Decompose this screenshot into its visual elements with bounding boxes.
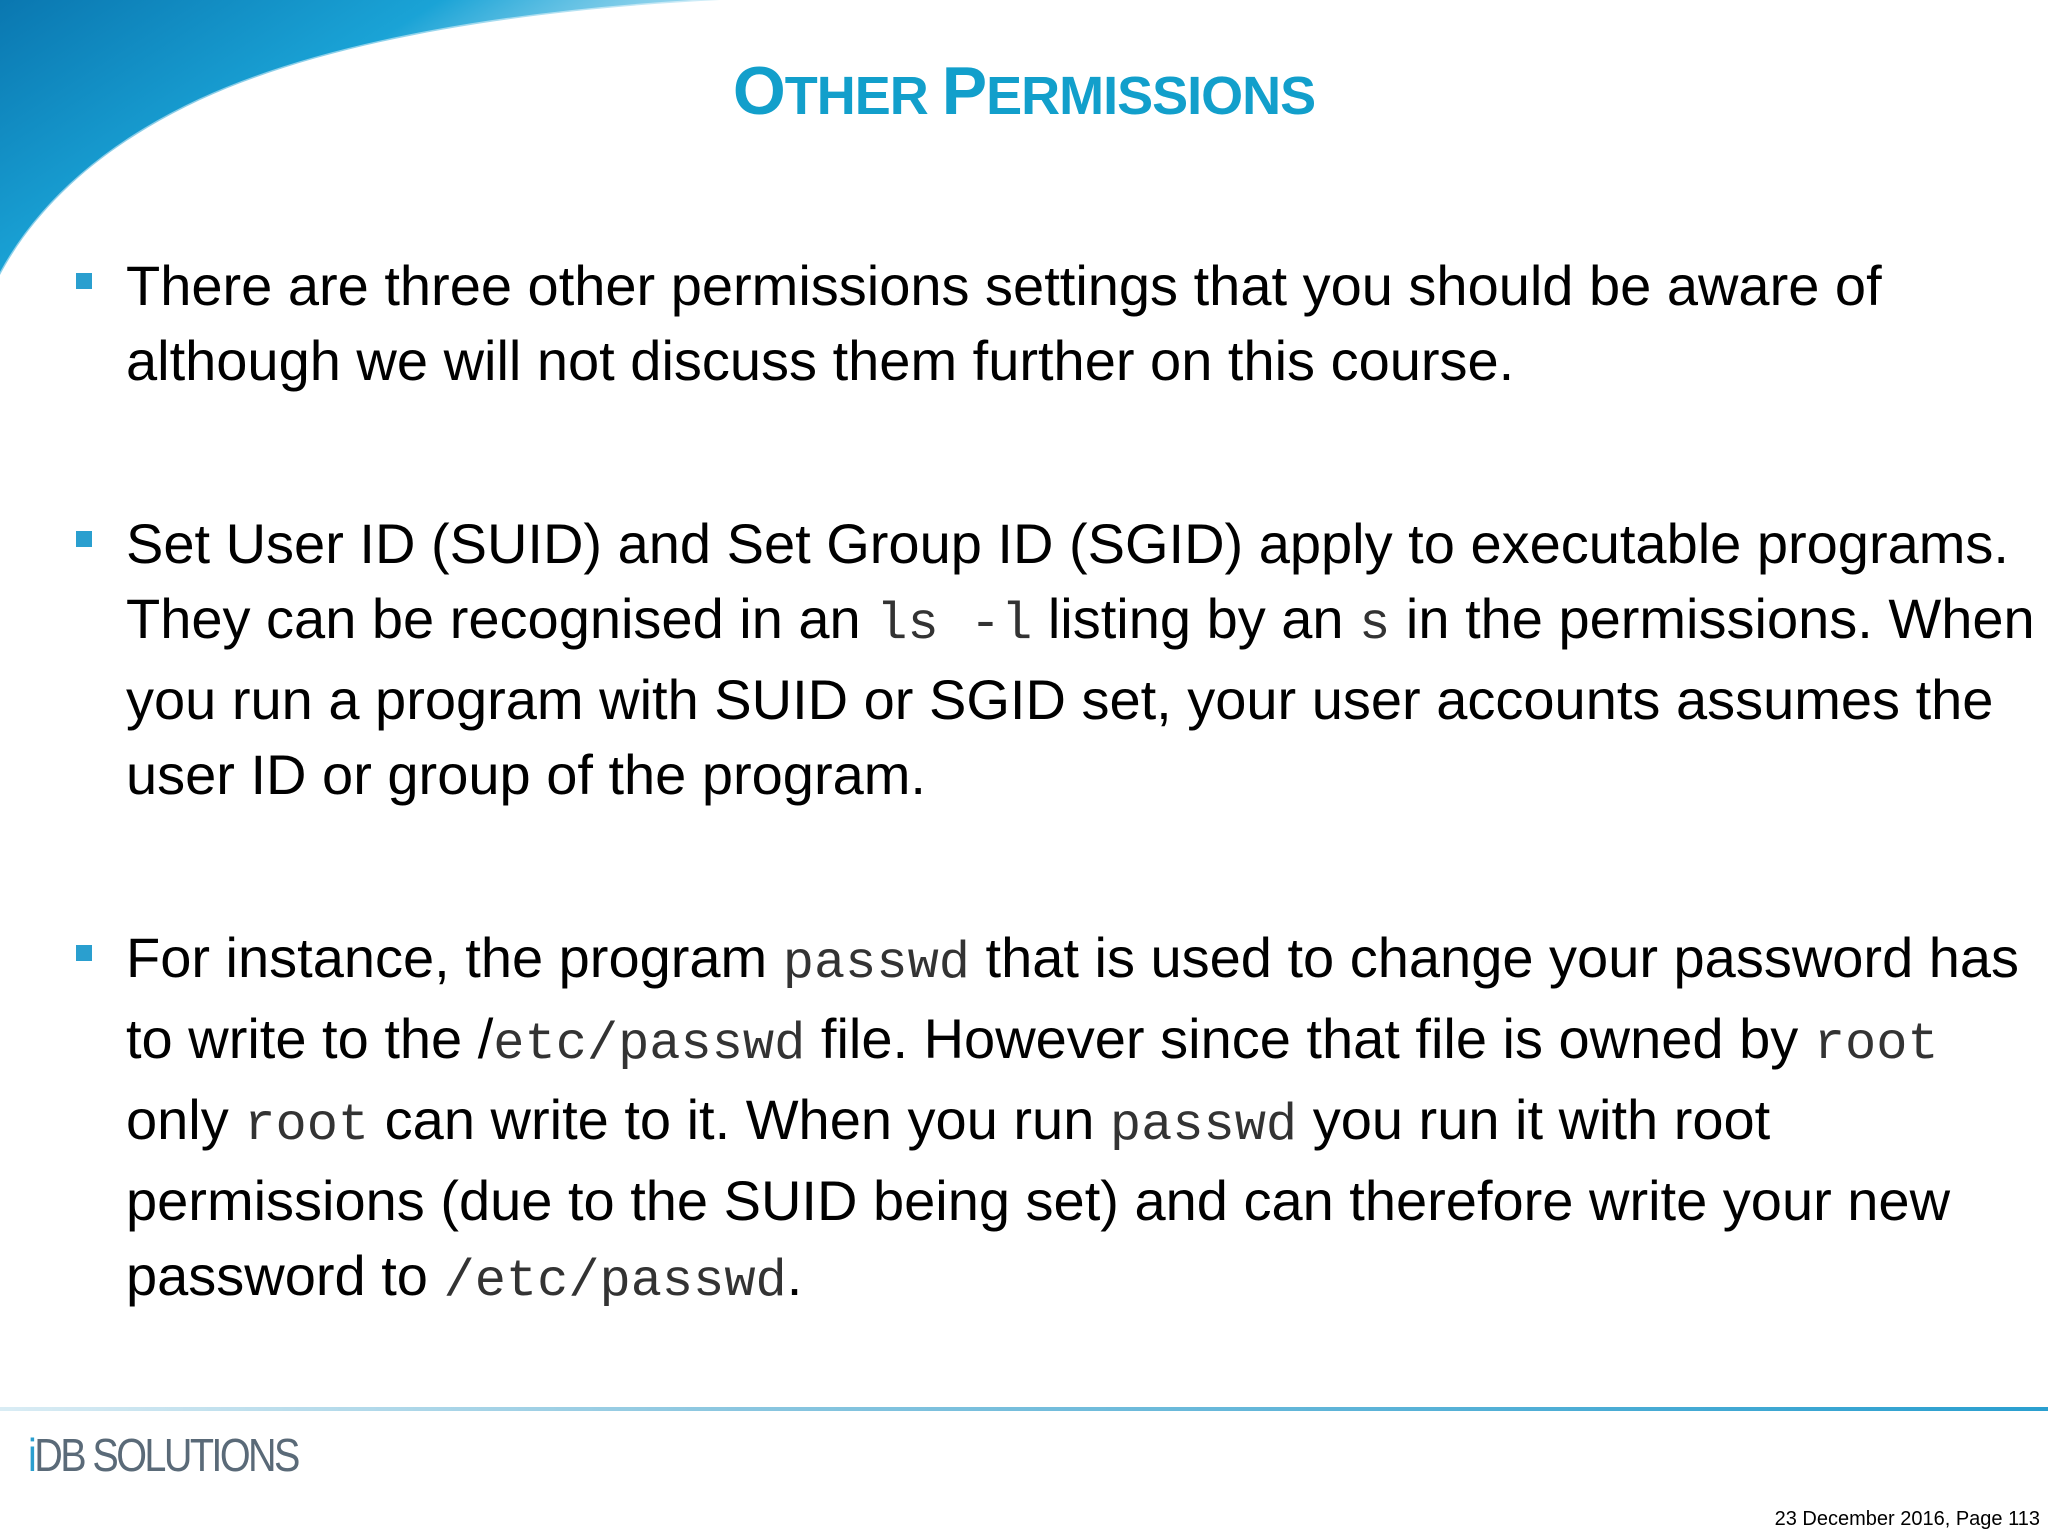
bullet-text: For instance, the program [126, 926, 783, 989]
code-snippet: passwd [782, 934, 970, 993]
bullet-list [74, 248, 2044, 1427]
bullet-text: can write to it. When you run [369, 1088, 1110, 1151]
title-word-rest: ERMISSIONS [986, 66, 1316, 126]
logo-prefix: i [28, 1429, 35, 1481]
bullet-text: file. However since that file is owned by [805, 1007, 1814, 1070]
bullet-item [74, 248, 2044, 398]
bullet-text: that is used to change your password has to write to the / [126, 926, 2020, 1070]
bullet-text: in the permissions. When you run a program with SUID or SGID set, your user accounts assumes the user ID or group of the program. [126, 587, 2035, 806]
code-snippet: root [244, 1096, 370, 1155]
code-snippet: s [1359, 595, 1391, 654]
code-snippet: /etc/passwd [443, 1252, 787, 1311]
code-snippet: etc/passwd [493, 1015, 806, 1074]
bullet-text: . [786, 1244, 803, 1307]
bullet-text: There are three other permissions settings that you should be aware of although we will not discuss them further on this course. [126, 254, 1882, 392]
title-initial-letter: O [732, 53, 785, 129]
footer-date-page: 23 December 2016, Page 113 [1774, 1508, 2040, 1530]
bullet-text: Set User ID (SUID) and Set Group ID (SGID) apply to executable programs. They can be recognised in an [126, 512, 2009, 650]
bullet-marker-icon [76, 273, 92, 289]
bullet-item [74, 920, 2044, 1319]
bullet-item [74, 506, 2044, 812]
code-snippet: passwd [1109, 1096, 1298, 1155]
bullet-text: only [126, 1088, 245, 1151]
bullet-marker-icon [76, 945, 92, 961]
title-initial-letter: P [941, 53, 987, 129]
bullet-marker-icon [76, 531, 92, 547]
code-snippet: ls -l [876, 595, 1033, 654]
title-word-rest: THER [784, 66, 942, 126]
bullet-text: listing by an [1032, 587, 1360, 650]
code-snippet: root [1813, 1015, 1939, 1074]
logo-text: DB SOLUTIONS [34, 1429, 298, 1481]
company-logo [28, 1428, 298, 1482]
footer-divider [0, 1407, 2048, 1411]
bullet-text: you run it with root permissions (due to the SUID being set) and can therefore write your new password to [126, 1088, 1951, 1307]
slide-title [0, 52, 2048, 130]
